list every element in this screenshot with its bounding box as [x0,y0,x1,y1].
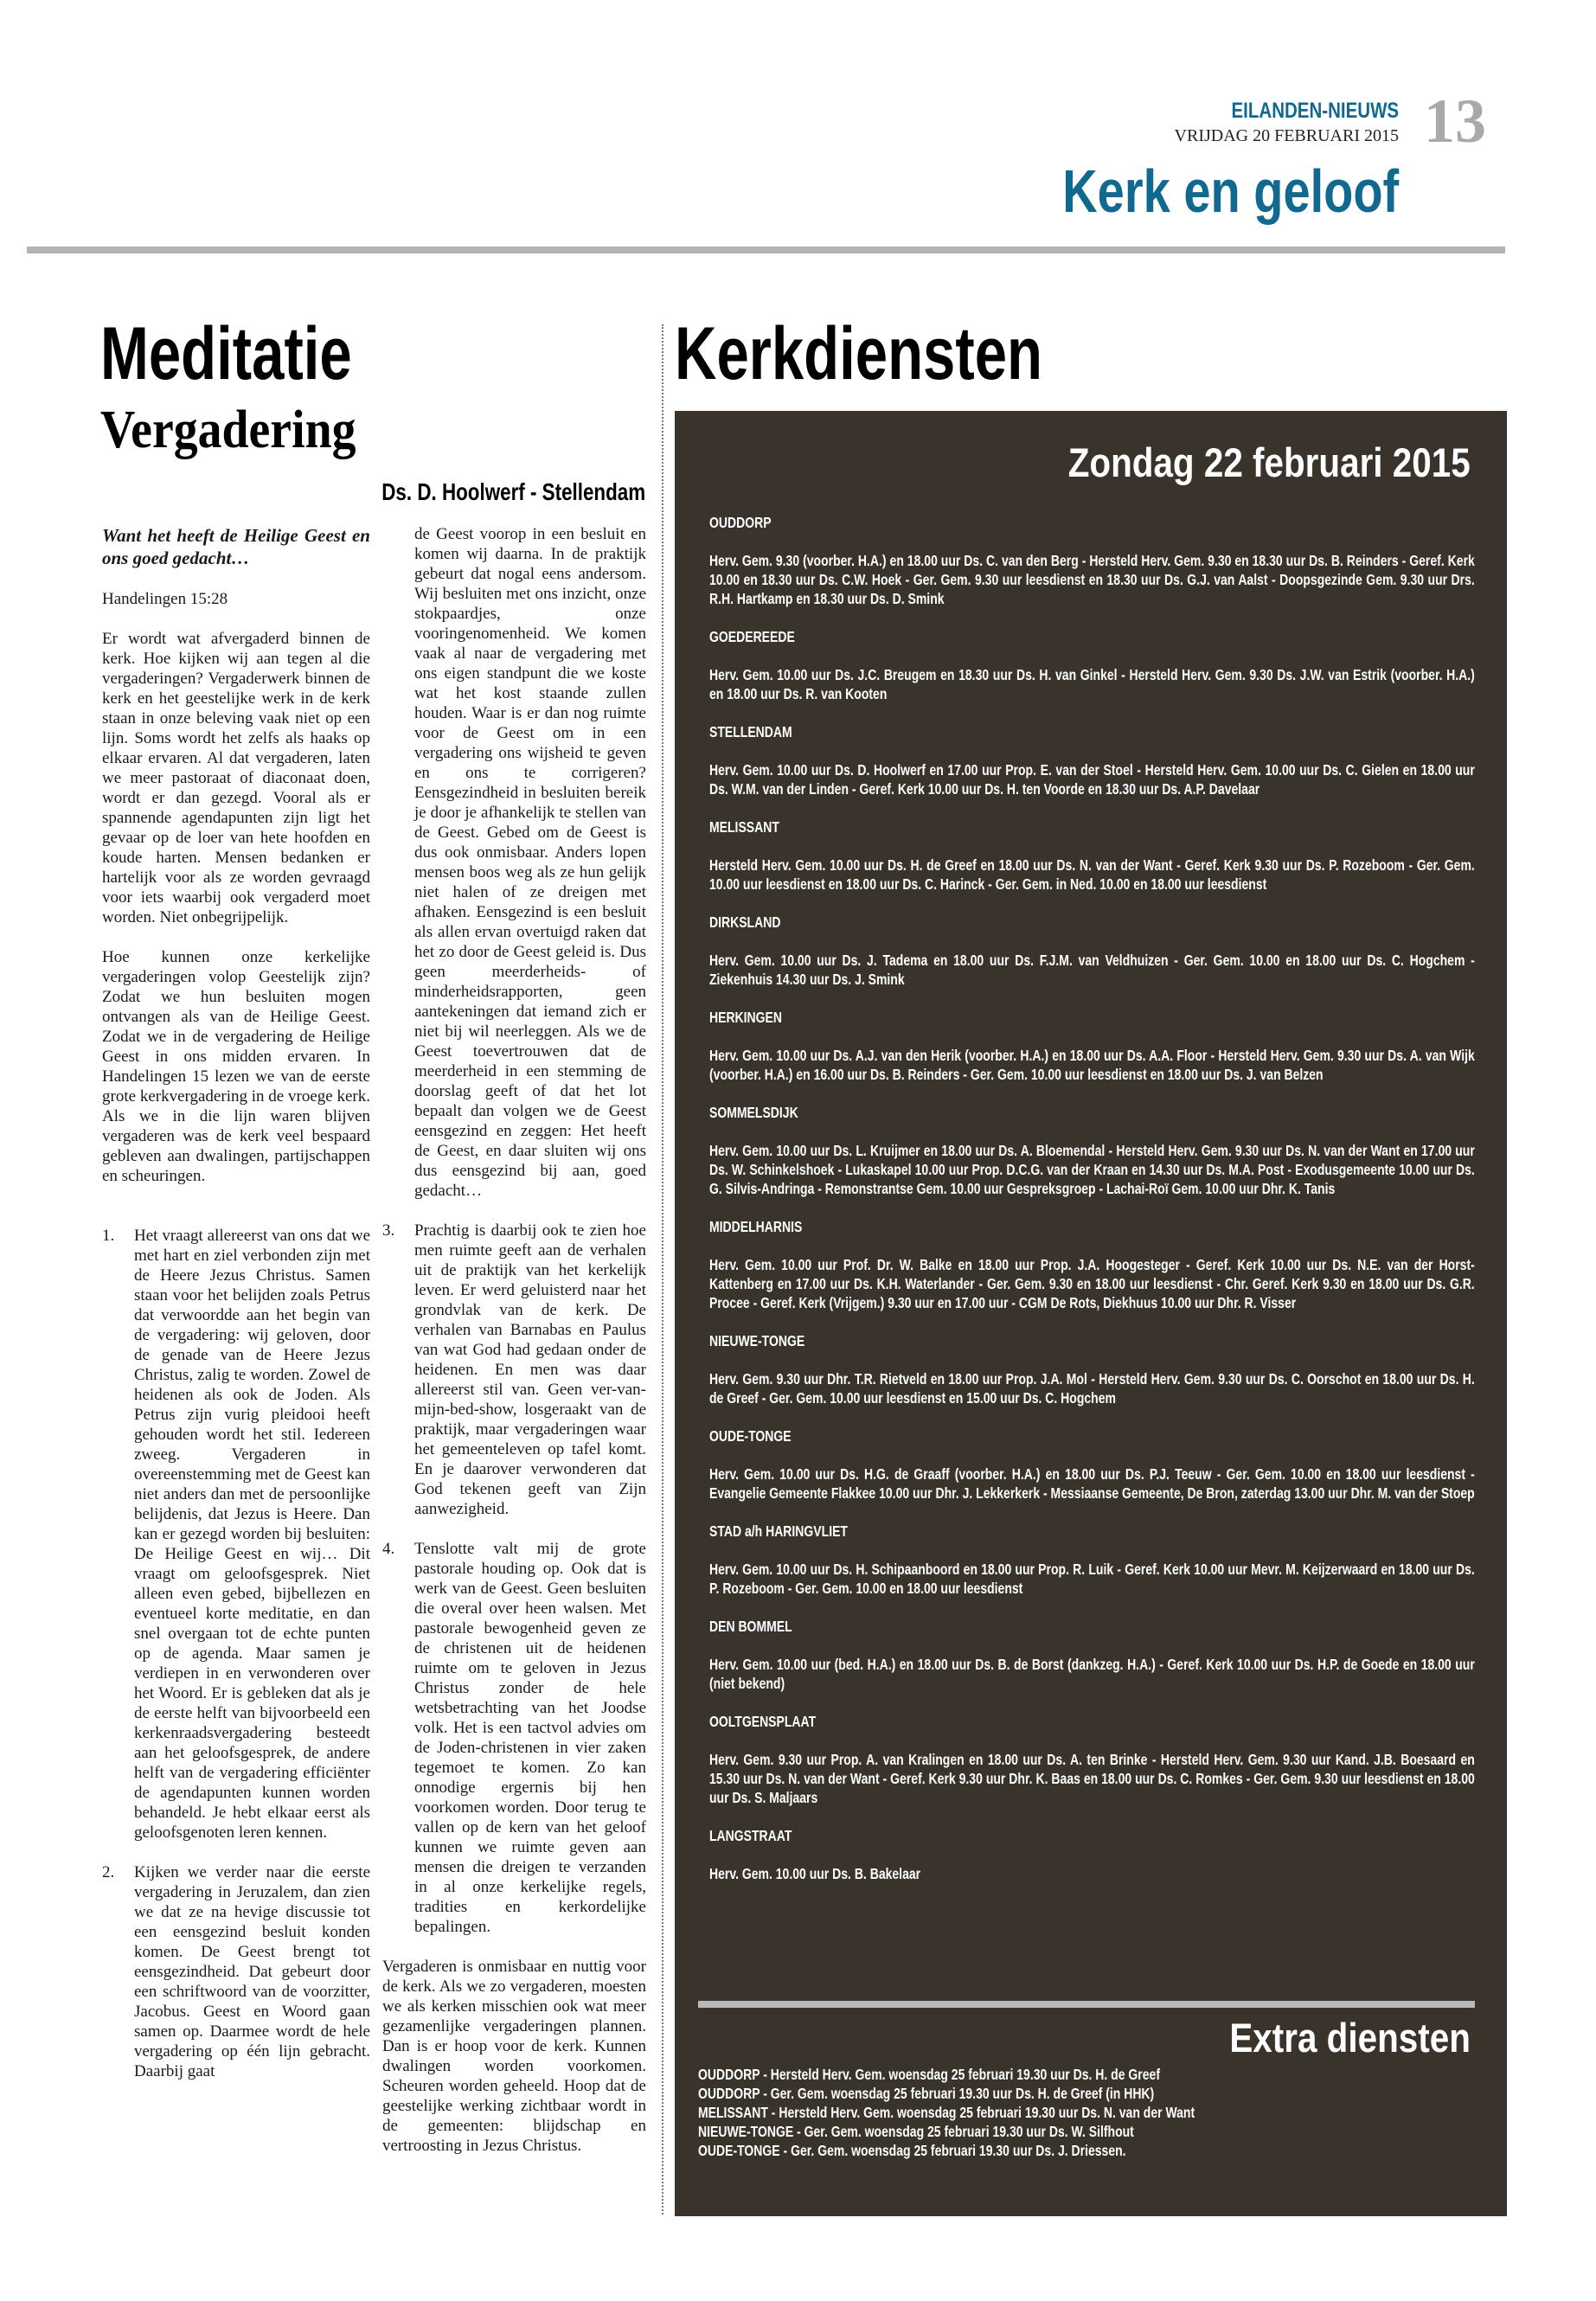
place-name: LANGSTRAAT [709,1827,792,1844]
lead-quote: Want het heeft de Heilige Geest en ons goed gedacht… [102,525,370,568]
kerkdiensten-heading [675,312,1146,395]
paragraph: Hoe kunnen onze kerkelijke vergaderingen volop Geestelijk zijn? Zodat we hun besluiten mogen ontvangen als van de Heilige Geest. Zodat we in de vergadering de Heilige Geest in ons midden ervaren. In Handelingen 15 lezen we van de eerste grote kerkvergadering in de vroege kerk. Als we in die lijn waren blijven vergaderen was de kerk veel bespaard gebleven aan dwalingen, partijschappen en scheuringen. [102,948,370,1185]
numbered-point [382,1539,646,1937]
point-text: de Geest voorop in een besluit en komen wij daarna. In de praktijk gebeurt dat nogal eens andersom. Wij besluiten met ons inzicht, onze stokpaardjes, onze vooringenomenheid. We komen vaak al naar de vergadering met ons eigen standpunt die we koste wat het kost staande zullen houden. Waar is er dan nog ruimte voor de Geest om in een vergadering ons wijsheid te geven en ons te corrigeren? Eensgezindheid in besluiten bereik je door je afhankelijk te stellen van de Geest. Gebed om de Geest is dus ook onmisbaar. Anders lopen mensen boos weg als ze hun gelijk niet halen of ze dreigen met afhaken. Eensgezind is een besluit als allen ervan overtuigd raken dat het zo door de Geest geleid is. Dus geen meerderheids- of minderheidsrapporten, geen aantekeningen dat iemand zich er niet bij wil neerleggen. Als we de Geest toevertrouwen dat de meerderheid in een stemming de doorslag geeft of dat het lot bepaalt dan volgen we de Geest eensgezind en zeggen: Het heeft de Geest, en daar sluiten wij ons dus eensgezind bij aan, goed gedacht… [414,525,646,1200]
place-services: Herv. Gem. 9.30 uur Prop. A. van Kralingen en 18.00 uur Ds. A. ten Brinke - Hersteld Herv. Gem. 9.30 uur Kand. J.B. Boesaard en 15.30 uur Ds. N. van der Want - Geref. Kerk 9.30 uur Dhr. K. Baas en 18.00 uur Ds. C. Romkes - Ger. Gem. 9.30 uur leesdienst en 18.00 uur Ds. S. Maljaars [709,1751,1475,1806]
church-services-box [675,411,1507,2216]
place-services: Herv. Gem. 10.00 uur Ds. H. Schipaanboord en 18.00 uur Prop. R. Luik - Geref. Kerk 10.00 uur Mevr. M. Keijzerwaard en 18.00 uur Ds. P. Rozeboom - Ger. Gem. 10.00 en 18.00 uur leesdienst [709,1561,1475,1597]
column-divider [662,324,663,2214]
page-number: 13 [1424,87,1486,156]
meditatie-heading [100,312,423,395]
place-name: STAD a/h HARINGVLIET [709,1522,848,1540]
place-name: GOEDEREEDE [709,628,795,645]
numbered-point-continued [382,524,646,1201]
place-name: OUDE-TONGE [709,1427,792,1445]
closing-paragraph: Vergaderen is onmisbaar en nuttig voor de kerk. Als we zo vergaderen, moesten we als kerken misschien ook wat meer gezamenlijke vergaderingen plannen. Dan is er hoop voor de kerk. Kunnen dwalingen worden voorkomen. Scheuren worden geheeld. Hoop dat de geestelijke werking zichtbaar wordt in de gemeenten: blijdschap en vertroosting in Jezus Christus. [382,1958,646,2155]
article-column-1 [102,524,370,2101]
point-text: Prachtig is daarbij ook te zien hoe men ruimte geeft aan de verhalen uit de praktijk van het kerkelijk leven. Er werd geluisterd naar het grondvlak van de kerk. De verhalen van Barnabas en Paulus van wat God had gedaan onder de heidenen. En men was daar allereerst stil van. Geen ver-van-mijn-bed-show, losgeraakt van de praktijk, maar vergaderingen waar het gemeenteleven op tafel komt. En je daarover verwonderen dat God tekenen geeft van Zijn aanwezigheid. [414,1221,646,1518]
numbered-point [102,1862,370,2081]
place-name: DIRKSLAND [709,913,781,931]
place-services: Herv. Gem. 9.30 (voorber. H.A.) en 18.00 uur Ds. C. van den Berg - Hersteld Herv. Gem. 9.30 en 18.30 uur Ds. B. Reinders - Geref. Kerk 10.00 en 18.30 uur Ds. C.W. Hoek - Ger. Gem. 9.30 uur leesdienst en 18.30 uur Ds. G.J. van Aalst - Doopsgezinde Gem. 9.30 uur Drs. R.H. Hartkamp en 18.30 uur Ds. D. Smink [709,552,1475,607]
place-name: HERKINGEN [709,1009,783,1026]
place-name: STELLENDAM [709,723,792,740]
extra-services-heading-text: Extra diensten [1229,2015,1471,2061]
paragraph: Er wordt wat afvergaderd binnen de kerk. Hoe kijken wij aan tegen al die vergaderingen? Vergaderwerk binnen de kerk en het geestelijke werk in de kerk staan in onze beleving vaak niet op een lijn. Soms wordt het zelfs als haaks op elkaar ervaren. Al dat vergaderen, laten we meer pastoraat of diaconaat doen, wordt er dan gezegd. Vooral als er spannende agendapunten zijn ligt het gevaar op de loer van hete hoofden en koude harten. Mensen bedanken er hartelijk voor als ze worden gevraagd voor iets waarbij ook vergaderd moet worden. Niet onbegrijpelijk. [102,630,370,926]
header-rule [27,247,1505,253]
article-title-text: Vergadering [100,401,356,459]
place-services: Herv. Gem. 9.30 uur Dhr. T.R. Rietveld en 18.00 uur Prop. J.A. Mol - Hersteld Herv. Gem. 9.30 uur Ds. C. Oorschot en 18.00 uur Ds. H. de Greef - Ger. Gem. 10.00 uur leesdienst en 15.00 uur Ds. C. Hogchem [709,1370,1475,1407]
extra-services-rule [698,2001,1475,2008]
article-author-text: Ds. D. Hoolwerf - Stellendam [381,478,645,505]
article-column-2 [382,524,646,2176]
extra-services-list [698,2065,1464,2160]
point-number: 4. [382,1540,395,1558]
point-text: Het vraagt allereerst van ons dat we met hart en ziel verbonden zijn met de Heere Jezus Christus. Samen staan voor het belijden zoals Petrus dat verwoordde aan het begin van de vergadering: wij geloven, door de genade van de Heere Jezus Christus, zalig te worden. Zowel de heidenen als ook de Joden. Als Petrus zijn vurig pleidooi heeft gehouden wordt het stil. Iedereen zweeg. Vergaderen in overeenstemming met de Geest kan niet anders dan met de persoonlijke belijdenis, dat Jezus is Heere. Dan kan er gezegd worden bij besluiten: De Heilige Geest en wij… Dit vraagt om geloofsgesprek. Niet alleen even gebed, bijbellezen en eventueel korte meditatie, en dan snel overgaan tot de echte punten op de agenda. Maar samen je verdiepen in en verwonderen over het Woord. Er is gebleken dat als je de eerste helft van bijvoorbeeld een kerkenraadsvergadering besteedt aan het geloofsgesprek, de andere helft van de vergadering efficiënter de agendapunten kunnen worden behandeld. Je hebt elkaar eerst als geloofsgenoten leren kennen. [134,1227,370,1842]
place-services: Herv. Gem. 10.00 uur Ds. L. Kruijmer en 18.00 uur Ds. A. Bloemendal - Hersteld Herv. Gem. 9.30 uur Ds. N. van der Want en 17.00 uur Ds. W. Schinkelshoek - Lukaskapel 10.00 uur Prop. D.C.G. van der Kraan en 14.30 uur Ds. M.A. Post - Exodusgemeente 10.00 uur Ds. G. Silvis-Andringa - Remonstrantse Gem. 10.00 uur Gespreksgroep - Lachai-Roï Gem. 10.00 uur Dhr. K. Tanis [709,1142,1475,1197]
issue-date: VRIJDAG 20 FEBRUARI 2015 [1174,126,1399,145]
point-number: 3. [382,1221,395,1240]
place-name: DEN BOMMEL [709,1618,792,1635]
place-name: MELISSANT [709,818,779,836]
services-date-heading [1003,439,1471,485]
place-name: OUDDORP [709,514,772,531]
extra-service: MELISSANT - Hersteld Herv. Gem. woensdag 25 februari 19.30 uur Ds. N. van der Want [698,2104,1195,2121]
place-services: Herv. Gem. 10.00 uur Ds. J. Tadema en 18.00 uur Ds. F.J.M. van Veldhuizen - Ger. Gem. 10.00 en 18.00 uur Ds. C. Hogchem - Ziekenhuis 14.30 uur Ds. J. Smink [709,952,1475,988]
meditatie-heading-text: Meditatie [100,312,352,395]
extra-services-heading [1190,2015,1471,2061]
extra-service: OUDDORP - Hersteld Herv. Gem. woensdag 25 februari 19.30 uur Ds. H. de Greef [698,2066,1160,2083]
place-services: Herv. Gem. 10.00 uur Prof. Dr. W. Balke en 18.00 uur Prop. J.A. Hoogesteger - Geref. Kerk 10.00 uur Ds. N.E. van der Horst-Kattenberg en 17.00 uur Ds. K.H. Waterlander - Ger. Gem. 9.30 en 18.00 uur leesdienst - Chr. Geref. Kerk 9.30 en 18.00 uur Ds. G.R. Procee - Geref. Kerk (Vrijgem.) 9.30 uur en 17.00 uur - CGM De Rots, Diekhuus 10.00 uur Dhr. R. Visser [709,1256,1475,1311]
numbered-point [382,1221,646,1519]
services-listing [709,513,1475,1902]
place-name: MIDDELHARNIS [709,1218,803,1235]
section-title-text: Kerk en geloof [1062,157,1399,225]
point-number: 1. [102,1227,115,1245]
place-services: Herv. Gem. 10.00 uur Ds. D. Hoolwerf en 17.00 uur Prop. E. van der Stoel - Hersteld Herv. Gem. 10.00 uur Ds. C. Gielen en 18.00 uur Ds. W.M. van der Linden - Geref. Kerk 10.00 uur Ds. H. ten Voorde en 18.30 uur Ds. A.P. Davelaar [709,761,1475,798]
place-services: Herv. Gem. 10.00 uur Ds. B. Bakelaar [709,1865,921,1882]
logo-text: EILANDEN-NIEUWS [1231,99,1399,123]
place-services: Herv. Gem. 10.00 uur Ds. H.G. de Graaff (voorber. H.A.) en 18.00 uur Ds. P.J. Teeuw - Ger. Gem. 10.00 en 18.00 uur leesdienst - Evangelie Gemeente Flakkee 10.00 uur Dhr. J. Lekkerkerk - Messiaanse Gemeente, De Bron, zaterdag 13.00 uur Dhr. M. van der Stoep [709,1465,1475,1502]
place-name: SOMMELSDIJK [709,1104,798,1121]
place-services: Hersteld Herv. Gem. 10.00 uur Ds. H. de Greef en 18.00 uur Ds. N. van der Want - Geref. Kerk 9.30 uur Ds. P. Rozeboom - Ger. Gem. 10.00 uur leesdienst en 18.00 uur Ds. C. Harinck - Ger. Gem. in Ned. 10.00 en 18.00 uur leesdienst [709,856,1475,893]
place-services: Herv. Gem. 10.00 uur Ds. J.C. Breugem en 18.30 uur Ds. H. van Ginkel - Hersteld Herv. Gem. 9.30 Ds. J.W. van Estrik (voorber. H.A.) en 18.00 uur Ds. R. van Kooten [709,666,1475,702]
place-name: NIEUWE-TONGE [709,1332,805,1349]
services-date-text: Zondag 22 februari 2015 [1068,439,1471,485]
place-services: Herv. Gem. 10.00 uur Ds. A.J. van den Herik (voorber. H.A.) en 18.00 uur Ds. A.A. Floor - Hersteld Herv. Gem. 9.30 uur Ds. A. van Wijk (voorber. H.A.) en 16.00 uur Ds. B. Reinders - Ger. Gem. 10.00 uur leesdienst en 18.00 uur Ds. J. van Belzen [709,1047,1475,1083]
newspaper-logo [1195,99,1399,124]
section-title [978,157,1399,225]
place-name: OOLTGENSPLAAT [709,1713,817,1730]
point-text: Tenslotte valt mij de grote pastorale houding op. Ook dat is werk van de Geest. Geen besluiten die overal over heen walsen. Met pastorale bewogenheid geven ze de christenen uit de heidenen ruimte om te geloven in Jezus Christus zonder de hele wetsbetrachting van het Joodse volk. Het is een tactvol advies om de Joden-christenen in vier zaken tegemoet te komen. Zo kan onnodige ergernis bij hen voorkomen worden. Door terug te vallen op de kern van het geloof kunnen we ruimte geven aan mensen die dreigen te verzanden in al onze kerkelijke regels, tradities en kerkordelijke bepalingen. [414,1540,646,1936]
kerkdiensten-heading-text: Kerkdiensten [675,312,1042,395]
place-services: Herv. Gem. 10.00 uur (bed. H.A.) en 18.00 uur Ds. B. de Borst (dankzeg. H.A.) - Geref. Kerk 10.00 uur Ds. H.P. de Goede en 18.00 uur (niet bekend) [709,1656,1475,1692]
point-number: 2. [102,1863,115,1881]
article-author [316,480,645,504]
extra-service: OUDDORP - Ger. Gem. woensdag 25 februari 19.30 uur Ds. H. de Greef (in HHK) [698,2085,1155,2102]
point-text: Kijken we verder naar die eerste vergadering in Jeruzalem, dan zien we dat ze na hevige discussie tot een eensgezind besluit konden komen. De Geest brengt tot eensgezindheid. Dat gebeurt door een schriftwoord van de voorzitter, Jacobus. Geest en Woord gaan samen op. Daarmee wordt de hele vergadering op één lijn gebracht. Daarbij gaat [134,1863,370,2080]
bible-reference: Handelingen 15:28 [102,590,228,608]
extra-service: NIEUWE-TONGE - Ger. Gem. woensdag 25 februari 19.30 uur Ds. W. Silfhout [698,2123,1134,2140]
article-title [100,403,384,457]
numbered-point [102,1226,370,1843]
extra-service: OUDE-TONGE - Ger. Gem. woensdag 25 februari 19.30 uur Ds. J. Driessen. [698,2142,1126,2159]
